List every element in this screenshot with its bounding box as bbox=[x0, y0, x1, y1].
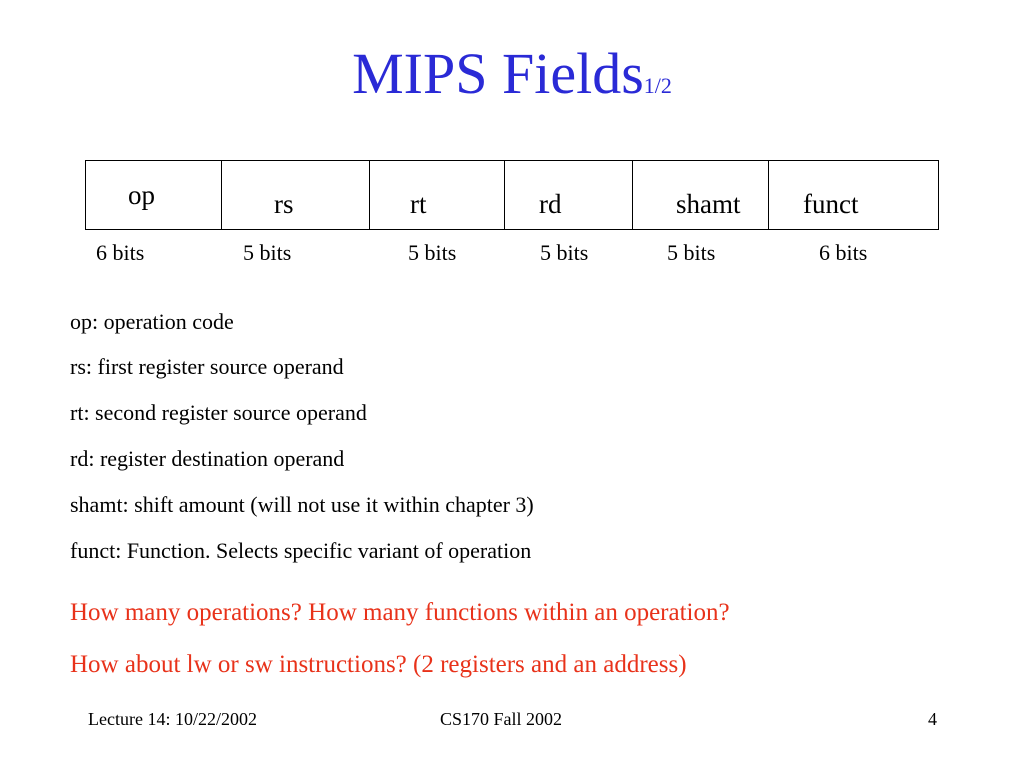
field-divider bbox=[768, 161, 769, 229]
field-divider bbox=[369, 161, 370, 229]
field-rd-bits: 5 bits bbox=[540, 240, 589, 265]
desc-op: op: operation code bbox=[70, 309, 234, 334]
desc-rd: rd: register destination operand bbox=[70, 446, 345, 471]
field-op-label: op bbox=[128, 180, 155, 210]
title-main: MIPS Fields bbox=[352, 41, 644, 106]
desc-rs: rs: first register source operand bbox=[70, 354, 344, 379]
desc-rt: rt: second register source operand bbox=[70, 400, 367, 425]
question-lw-sw: How about lw or sw instructions? (2 registers and an address) bbox=[70, 651, 687, 678]
question-operations: How many operations? How many functions within an operation? bbox=[70, 599, 730, 626]
footer-lecture-date: Lecture 14: 10/22/2002 bbox=[88, 709, 257, 729]
field-funct-bits: 6 bits bbox=[819, 240, 868, 265]
field-shamt-bits: 5 bits bbox=[667, 240, 716, 265]
field-divider bbox=[504, 161, 505, 229]
field-op-bits: 6 bits bbox=[96, 240, 145, 265]
field-divider bbox=[221, 161, 222, 229]
footer-page-number: 4 bbox=[928, 709, 937, 729]
slide-title bbox=[0, 38, 1024, 122]
field-rt-bits: 5 bits bbox=[408, 240, 457, 265]
field-rd-label: rd bbox=[539, 189, 562, 219]
title-subscript: 1/2 bbox=[643, 73, 672, 98]
field-divider bbox=[632, 161, 633, 229]
field-rs-label: rs bbox=[274, 189, 294, 219]
field-rt-label: rt bbox=[410, 189, 427, 219]
desc-shamt: shamt: shift amount (will not use it within chapter 3) bbox=[70, 492, 534, 517]
footer-course: CS170 Fall 2002 bbox=[440, 709, 563, 729]
field-funct-label: funct bbox=[803, 189, 859, 219]
field-shamt-label: shamt bbox=[676, 189, 741, 219]
desc-funct: funct: Function. Selects specific variant of operation bbox=[70, 538, 532, 563]
field-rs-bits: 5 bits bbox=[243, 240, 292, 265]
